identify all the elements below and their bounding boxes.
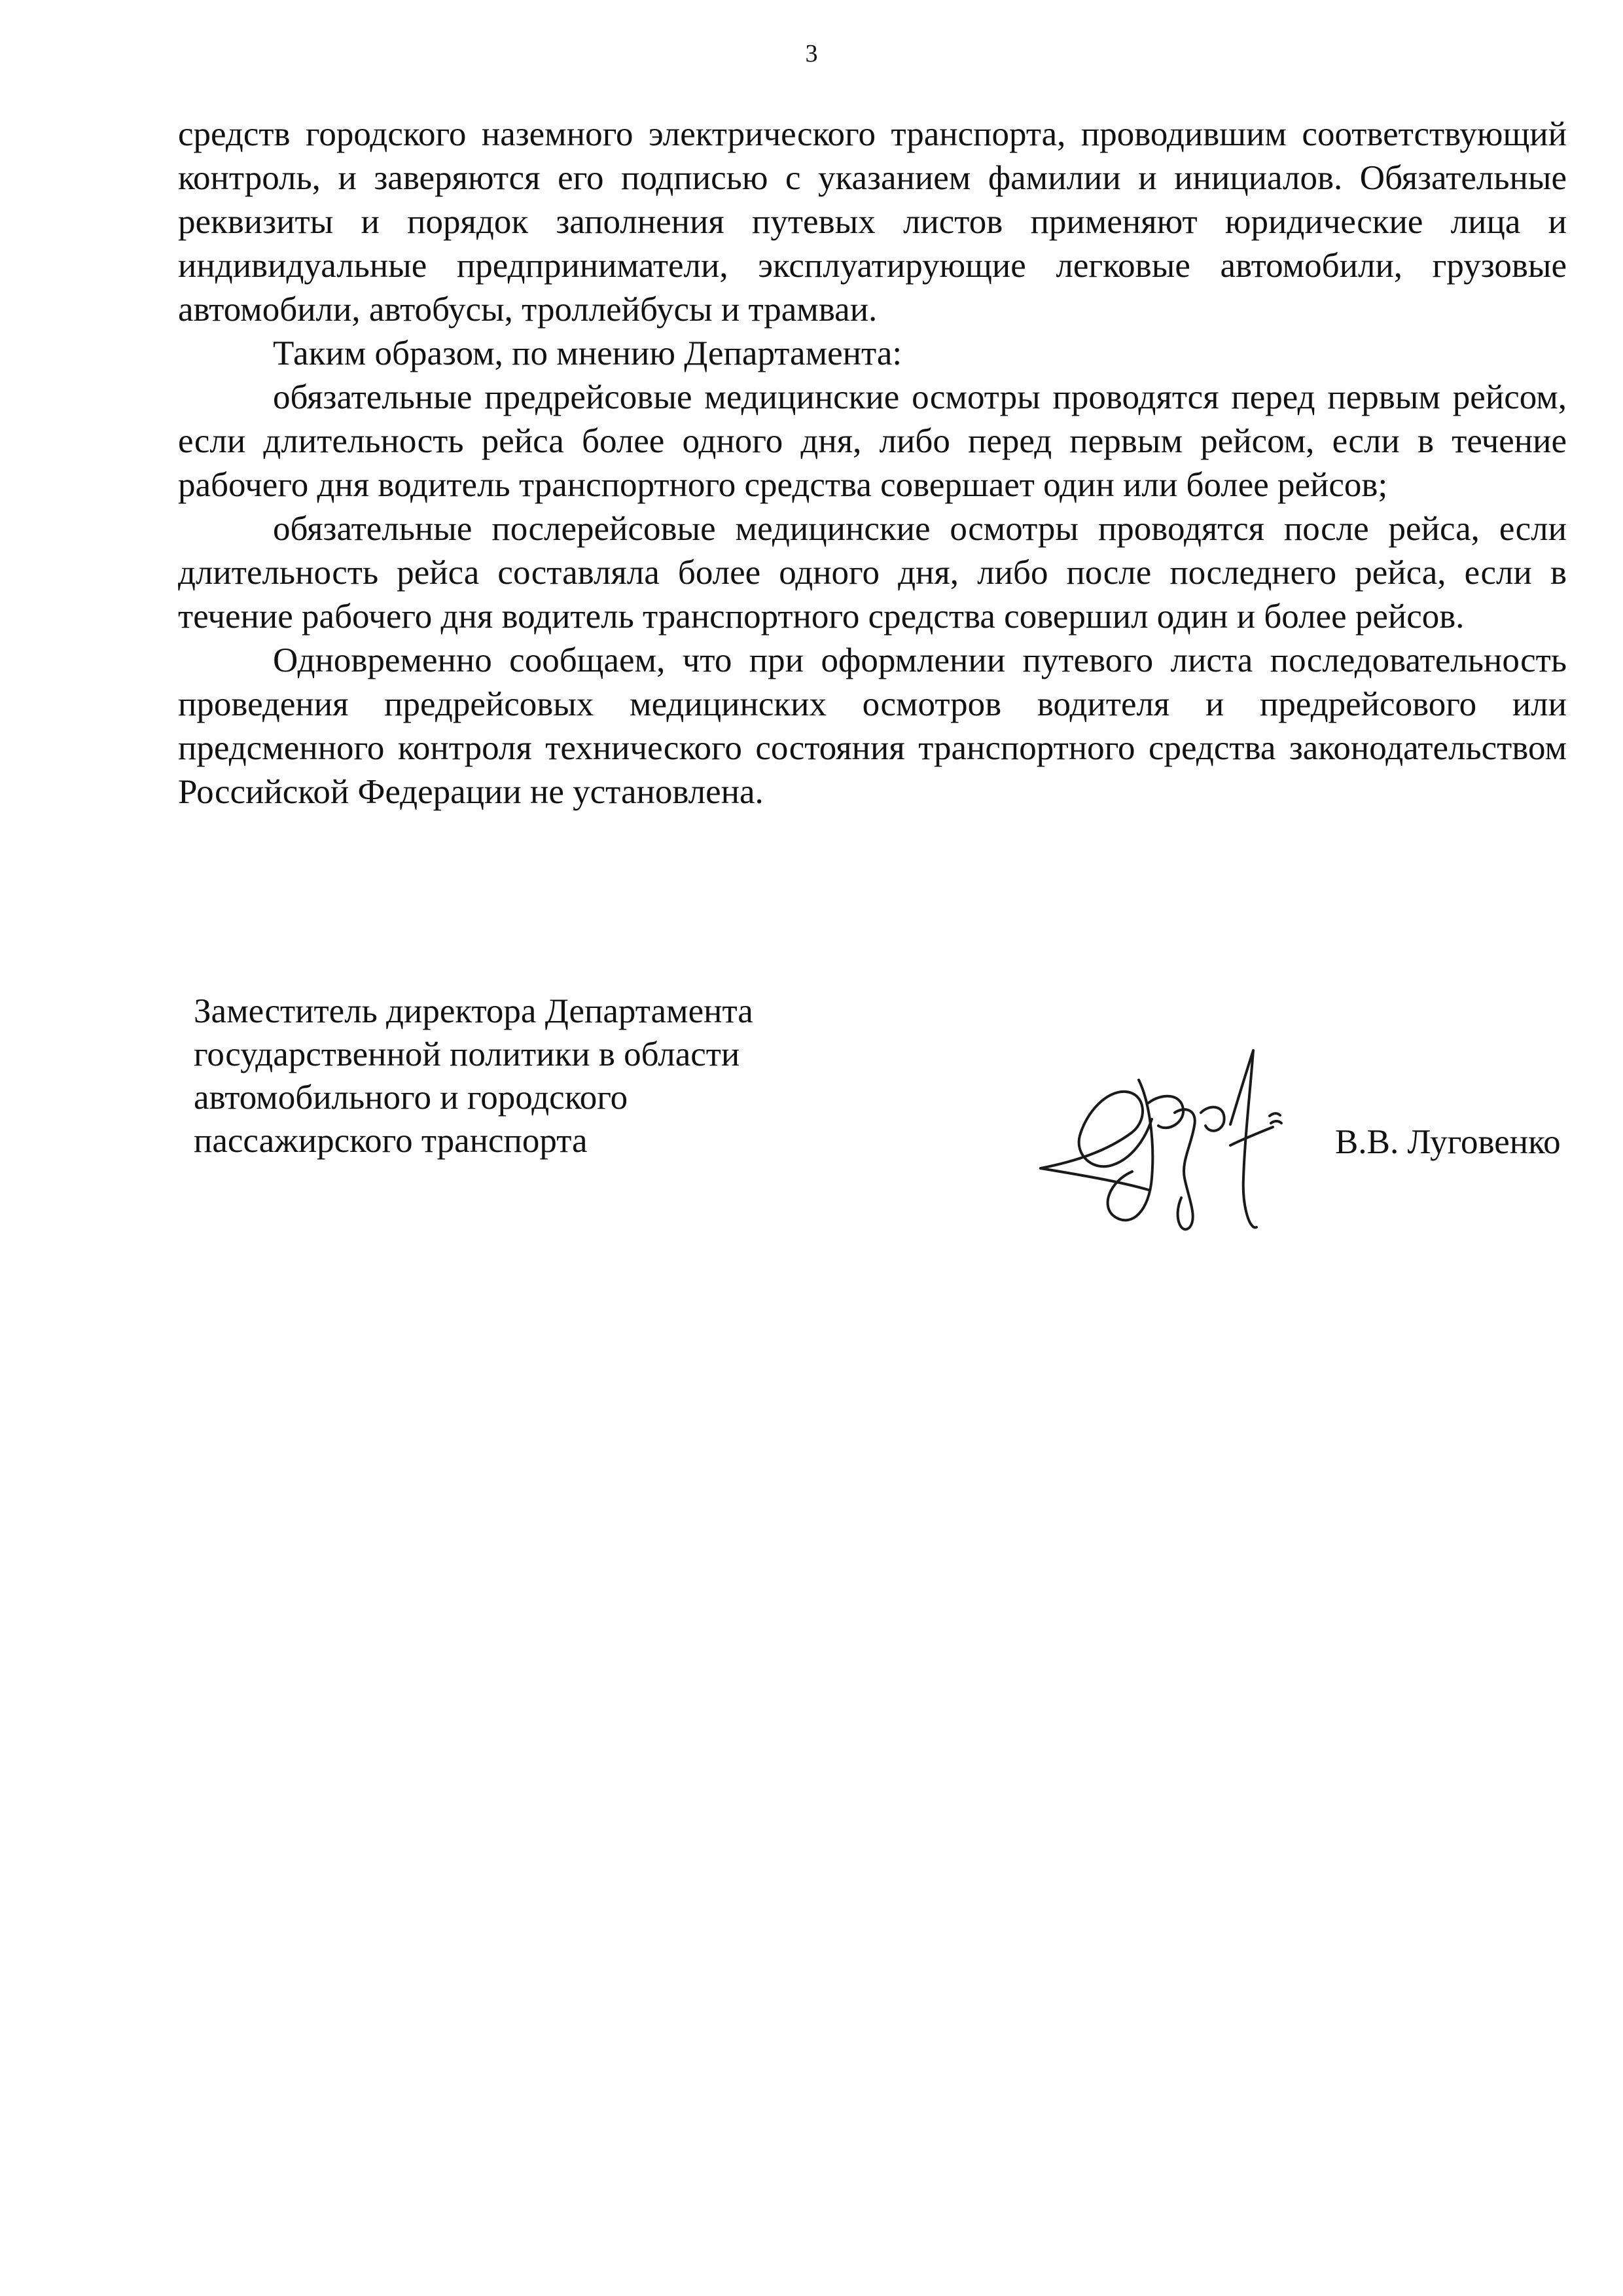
letter-body (178, 113, 1567, 814)
position-line: автомобильного и городского (194, 1079, 628, 1117)
paragraph-additional-info: Одновременно сообщаем, что при оформлении путевого листа последовательность проведения предрейсовых медицинских осмотров водителя и предрейсового или предсменного контроля технического состояния транспортного средства законодательством Российской Федерации не установлена. (178, 641, 1567, 811)
position-line: государственной политики в области (194, 1035, 740, 1073)
paragraph-conclusion-intro: Таким образом, по мнению Департамента: (273, 334, 902, 372)
signatory-position (194, 990, 848, 1162)
paragraph-post-trip-exams: обязательные послерейсовые медицинские осмотры проводятся после рейса, если длительность рейса составляла более одного дня, либо после последнего рейса, если в течение рабочего дня водитель транспортного средства совершил один и более рейсов. (178, 510, 1567, 636)
signer-name: В.В. Луговенко (1335, 1123, 1561, 1161)
paragraph-continuation: средств городского наземного электрического транспорта, проводившим соответствующий контроль, и заверяются его подписью с указанием фамилии и инициалов. Обязательные реквизиты и порядок заполнения путевых листов применяют юридические лица и индивидуальные предприниматели, эксплуатирующие легковые автомобили, грузовые автомобили, автобусы, троллейбусы и трамваи. (178, 115, 1567, 329)
position-line: пассажирского транспорта (194, 1122, 588, 1160)
paragraph-pre-trip-exams: обязательные предрейсовые медицинские осмотры проводятся перед первым рейсом, если длительность рейса более одного дня, либо перед первым рейсом, если в течение рабочего дня водитель транспортного средства совершает один или более рейсов; (178, 378, 1567, 504)
page-number: 3 (805, 40, 818, 67)
position-line: Заместитель директора Департамента (194, 992, 753, 1030)
handwritten-signature (1034, 1041, 1296, 1237)
